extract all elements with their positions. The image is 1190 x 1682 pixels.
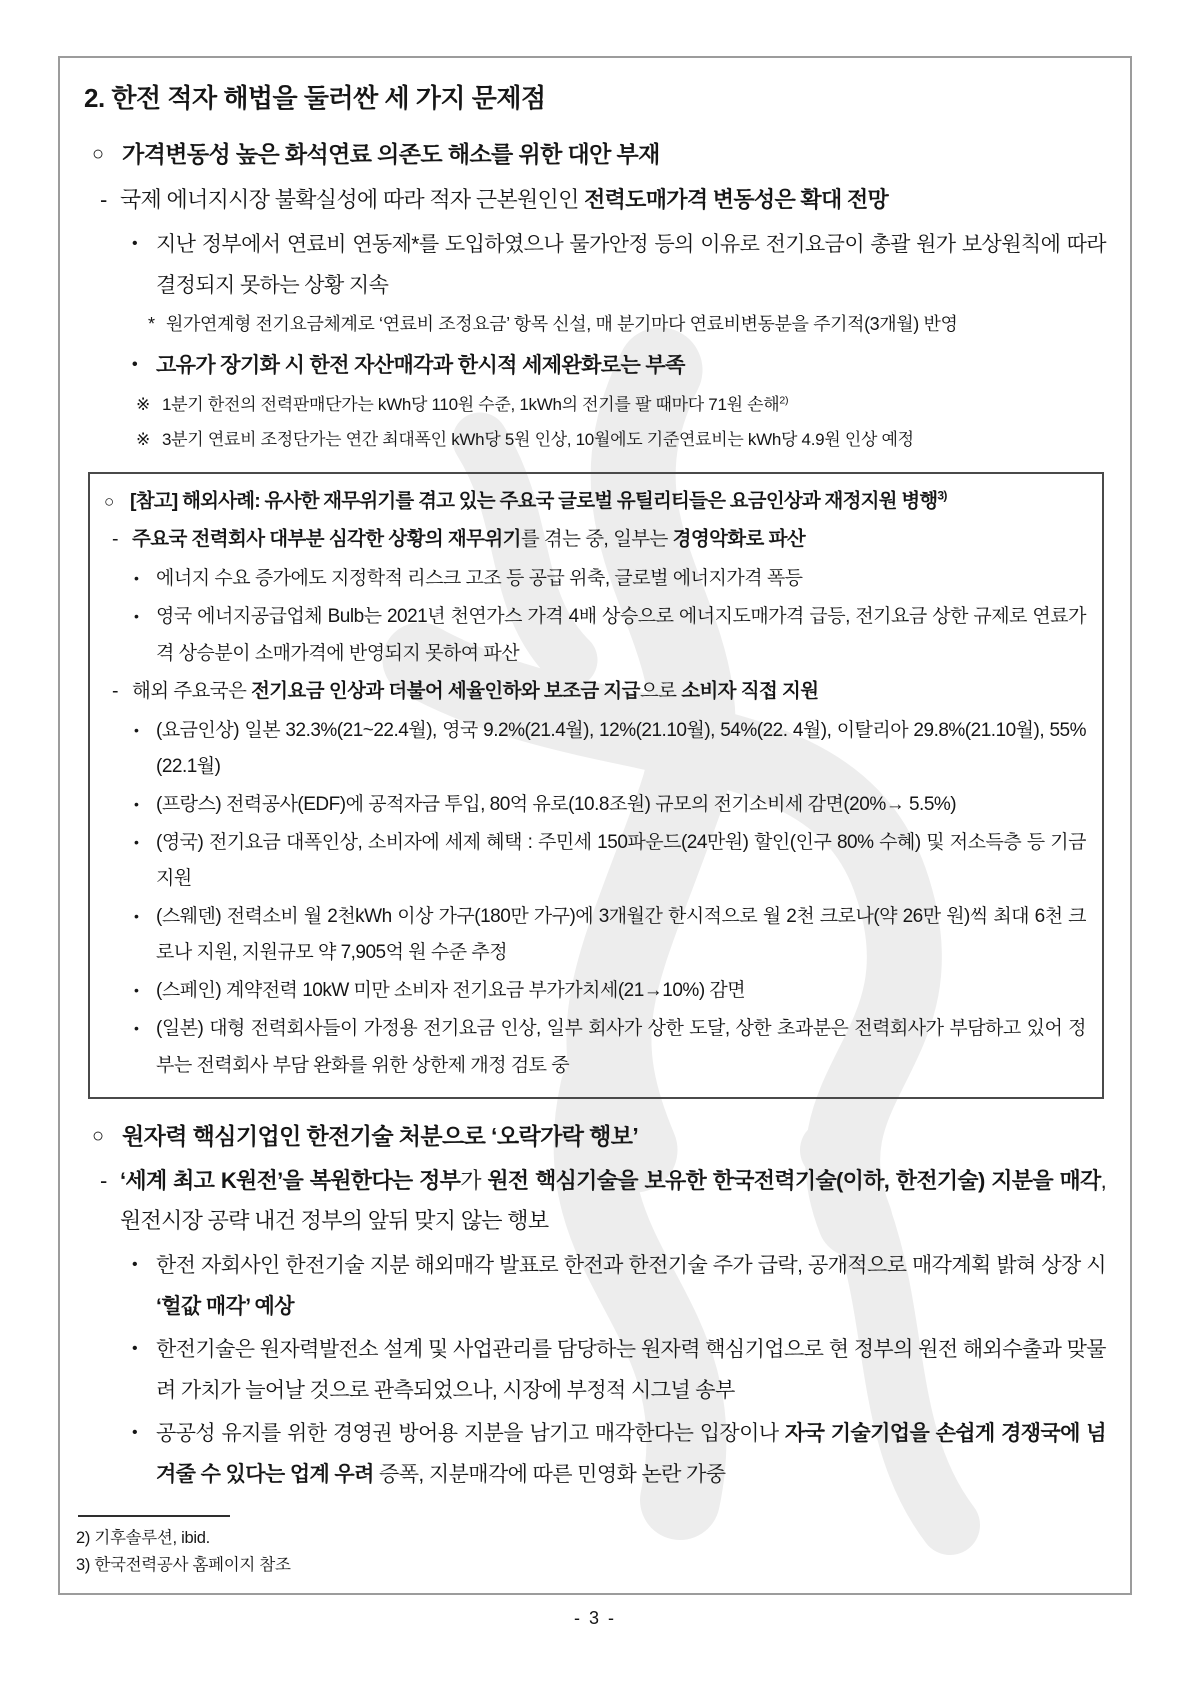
line-text: 한전기술은 원자력발전소 설계 및 사업관리를 담당하는 원자력 핵심기업으로 현 정부의 원전 해외수출과 맞물려 가치가 늘어날 것으로 관측되었으나, 시장에 부정적 시그널 송부 <box>156 1338 1106 1403</box>
dash-marker-icon: - <box>112 679 118 702</box>
line-text: 가격변동성 높은 화석연료 의존도 해소를 위한 대안 부재 <box>122 141 660 167</box>
page-title: 2. 한전 적자 해법을 둘러싼 세 가지 문제점 <box>84 83 546 113</box>
line-text: ‘세계 최고 K원전’을 복원한다는 정부가 원전 핵심기술을 보유한 한국전력기술(이하, 한전기술) 지분을 매각, 원전시장 공략 내건 정부의 앞뒤 맞지 않는 행보 <box>120 1168 1107 1233</box>
section-fossil-fuel-dependence <box>84 137 1106 458</box>
bullet-item-bold <box>132 346 1106 387</box>
bullet-marker-icon: • <box>132 1424 138 1442</box>
bullet-item <box>134 1011 1086 1083</box>
bullet-marker-icon: • <box>134 908 139 925</box>
bullet-item <box>134 599 1086 671</box>
line-text: 지난 정부에서 연료비 연동제*를 도입하였으나 물가안정 등의 이유로 전기요금이 총괄 원가 보상원칙에 따라 결정되지 못하는 상황 지속 <box>156 233 1106 298</box>
bullet-marker-icon: • <box>134 570 139 587</box>
line-text: 한전 자회사인 한전기술 지분 해외매각 발표로 한전과 한전기술 주가 급락, 공개적으로 매각계획 밝혀 상장 시 ‘헐값 매각’ 예상 <box>156 1254 1106 1319</box>
line-text: (스웨덴) 전력소비 월 2천kWh 이상 가구(180만 가구)에 3개월간 한시적으로 월 2천 크로나(약 26만 원)씩 최대 6천 크로나 지원, 지원규모 약 7,905억 원 수준 추정 <box>156 906 1086 964</box>
circle-marker-icon: ○ <box>92 143 104 165</box>
reference-box <box>88 472 1104 1099</box>
line-text: 주요국 전력회사 대부분 심각한 상황의 재무위기를 겪는 중, 일부는 경영악화로 파산 <box>132 528 806 551</box>
bullet-marker-icon: • <box>134 795 139 812</box>
bullet-item <box>134 787 1086 823</box>
bullet-item <box>134 899 1086 971</box>
bullet-item <box>132 225 1106 307</box>
page-frame <box>58 56 1132 1595</box>
footnotes <box>76 1515 1106 1579</box>
line-text: 영국 에너지공급업체 Bulb는 2021년 천연가스 가격 4배 상승으로 에너지도매가격 급등, 전기요금 상한 규제로 연료가격 상승분이 소매가격에 반영되지 못하여 파산 <box>156 606 1086 664</box>
bullet-item <box>134 713 1086 785</box>
star-note <box>148 309 1106 341</box>
line-text: 고유가 장기화 시 한전 자산매각과 한시적 세제완화로는 부족 <box>156 354 685 378</box>
bullet-marker-icon: • <box>132 235 138 253</box>
dash-marker-icon: - <box>100 1168 107 1194</box>
dash-marker-icon: - <box>112 528 118 551</box>
reference-note <box>136 389 1106 421</box>
bullet-marker-icon: • <box>134 834 139 850</box>
footnote-list <box>76 1525 1106 1579</box>
dash-item <box>100 1161 1106 1240</box>
circle-heading <box>92 1119 1106 1154</box>
line-text: (프랑스) 전력공사(EDF)에 공적자금 투입, 80억 유로(10.8조원) 규모의 전기소비세 감면(20%→ 5.5%) <box>156 793 957 815</box>
line-text: 1분기 한전의 전력판매단가는 kWh당 110원 수준, 1kWh의 전기를 팔 때마다 71원 손해$^{2)}$ <box>162 394 789 415</box>
reference-marker-icon: ※ <box>136 395 150 415</box>
bullet-item <box>132 1330 1106 1412</box>
line-text: [참고] 해외사례: 유사한 재무위기를 겪고 있는 주요국 글로벌 유틸리티들은 요금인상과 재정지원 병행$^{3)}$ <box>130 488 947 512</box>
dash-marker-icon: - <box>100 186 107 212</box>
circle-heading <box>92 137 1106 172</box>
reference-marker-icon: ※ <box>136 429 150 449</box>
reference-note <box>136 424 1106 456</box>
footnote-line: 3) 한국전력공사 홈페이지 참조 <box>76 1555 291 1574</box>
bullet-marker-icon: • <box>132 356 138 374</box>
bullet-item <box>134 825 1086 897</box>
footnote-divider <box>78 1515 230 1517</box>
bullet-item <box>134 561 1086 597</box>
bullet-item <box>134 973 1086 1009</box>
circle-marker-icon: ○ <box>104 492 114 511</box>
bullet-marker-icon: • <box>132 1256 138 1274</box>
bullet-marker-icon: • <box>134 721 139 738</box>
line-text: (일본) 대형 전력회사들이 가정용 전기요금 인상, 일부 회사가 상한 도달, 상한 초과분은 전력회사가 부담하고 있어 정부는 전력회사 부담 완화를 위한 상한제 개정 검토 중 <box>156 1018 1086 1076</box>
bullet-marker-icon: • <box>132 1340 138 1358</box>
section-kepco-es-sale <box>84 1119 1106 1498</box>
circle-heading <box>104 487 1086 516</box>
circle-marker-icon: ○ <box>92 1124 104 1147</box>
dash-item <box>100 180 1106 220</box>
reference-box-content <box>102 487 1086 1084</box>
bullet-marker-icon: • <box>134 982 139 999</box>
line-text: 원가연계형 전기요금체계로 ‘연료비 조정요금’ 항목 신설, 매 분기마다 연료비변동분을 주기적(3개월) 반영 <box>166 313 958 334</box>
dash-item <box>112 674 1086 709</box>
line-text: 에너지 수요 증가에도 지정학적 리스크 고조 등 공급 위축, 글로벌 에너지가격 폭등 <box>156 568 803 590</box>
bullet-item <box>132 1414 1106 1496</box>
page-number: - 3 - <box>573 1608 616 1628</box>
asterisk-marker-icon: * <box>148 313 155 334</box>
line-text: (요금인상) 일본 32.3%(21~22.4월), 영국 9.2%(21.4월), 12%(21.10월), 54%(22. 4월), 이탈리아 29.8%(21.10월), 55%(22.1월) <box>156 719 1086 777</box>
line-text: 3분기 연료비 조정단가는 연간 최대폭인 kWh당 5원 인상, 10월에도 기준연료비는 kWh당 4.9원 인상 예정 <box>162 429 914 449</box>
line-text: 공공성 유지를 위한 경영권 방어용 지분을 남기고 매각한다는 입장이나 자국 기술기업을 손쉽게 경쟁국에 넘겨줄 수 있다는 업계 우려 증폭, 지분매각에 따른 민영화 논란 가중 <box>156 1422 1106 1487</box>
bullet-item <box>132 1246 1106 1328</box>
line-text: (영국) 전기요금 대폭인상, 소비자에 세제 혜택 : 주민세 150파운드(24만원) 할인(인구 80% 수혜) 및 저소득층 등 기금 지원 <box>156 832 1086 890</box>
dash-item <box>112 522 1086 557</box>
bullet-marker-icon: • <box>134 1020 139 1037</box>
footnote-line: 2) 기후솔루션, ibid. <box>76 1528 210 1547</box>
line-text: (스페인) 계약전력 10kW 미만 소비자 전기요금 부가가치세(21→10%) 감면 <box>156 980 746 1002</box>
line-text: 원자력 핵심기업인 한전기술 처분으로 ‘오락가락 행보’ <box>122 1122 639 1149</box>
line-text: 해외 주요국은 전기요금 인상과 더불어 세율인하와 보조금 지급으로 소비자 직접 지원 <box>132 679 819 702</box>
line-text: 국제 에너지시장 불확실성에 따라 적자 근본원인인 전력도매가격 변동성은 확대 전망 <box>120 186 889 212</box>
bullet-marker-icon: • <box>134 608 139 625</box>
